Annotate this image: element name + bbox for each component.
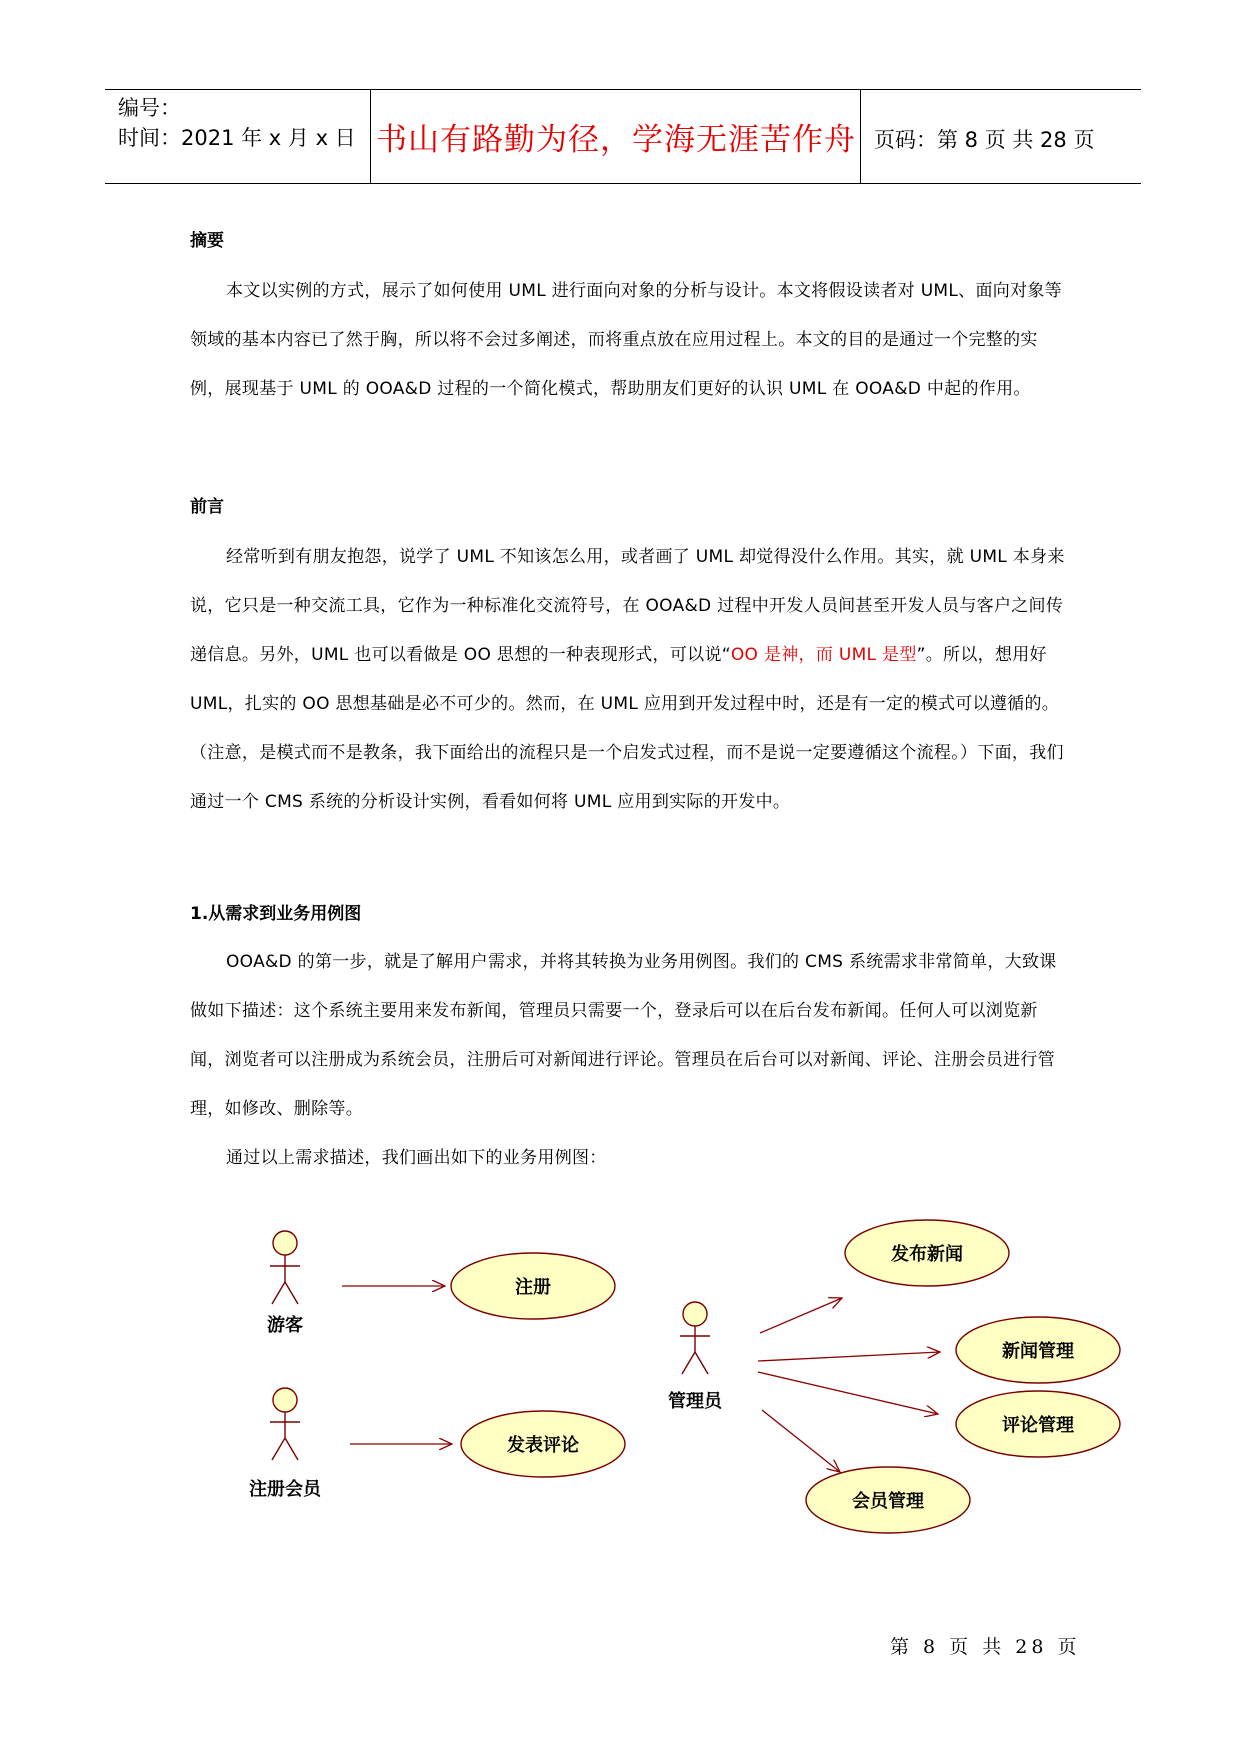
header-meta <box>118 93 356 153</box>
use-case-diagram <box>230 1218 1160 1558</box>
actor-admin-label: 管理员 <box>668 1391 722 1412</box>
usecase-comment-label: 发表评论 <box>507 1435 579 1456</box>
association-arrows <box>342 1286 940 1472</box>
doc-number-label: 编号： <box>118 96 181 120</box>
actor-admin <box>680 1302 710 1374</box>
actor-visitor-label: 游客 <box>267 1315 303 1336</box>
usecase-news-mgmt-label: 新闻管理 <box>1002 1341 1074 1362</box>
header-bottom-rule <box>105 183 1141 184</box>
header-top-rule <box>105 89 1141 90</box>
preface-text: 经常听到有朋友抱怨，说学了 UML 不知该怎么用，或者画了 UML 却觉得没什么作用。其实，就 UML 本身来说，它只是一种交流工具，它作为一种标准化交流符号，在 OOA&D 过程中开发人员间甚至开发人员与客户之间传递信息。另外，UML 也可以看做是 OO 思想的一种表现形式，可以说“ <box>190 547 1065 665</box>
preface-text: ”。所以，想用好 UML，扎实的 OO 思想基础是必不可少的。然而，在 UML 应用到开发过程中时，还是有一定的模式可以遵循的。（注意，是模式而不是教条，我下面给出的流程只是一个启发式过程，而不是说一定要遵循这个流程。）下面，我们通过一个 CMS 系统的分析设计实例，看看如何将 UML 应用到实际的开发中。 <box>190 645 1064 812</box>
abstract-heading: 摘要 <box>190 231 224 251</box>
actor-member <box>270 1388 300 1460</box>
section1-paragraph-2: 通过以上需求描述，我们画出如下的业务用例图： <box>226 1148 607 1168</box>
header-motto: 书山有路勤为径，学海无涯苦作舟 <box>376 122 856 158</box>
arrow-admin-comment-mgmt <box>758 1372 938 1414</box>
actor-visitor <box>270 1231 300 1304</box>
arrow-admin-publish <box>760 1298 842 1333</box>
abstract-paragraph: 本文以实例的方式，展示了如何使用 UML 进行面向对象的分析与设计。本文将假设读者对 UML、面向对象等领域的基本内容已了然于胸，所以将不会过多阐述，而将重点放在应用过程上。本文的目的是通过一个完整的实例，展现基于 UML 的 OOA&D 过程的一个简化模式，帮助朋友们更好的认识 UML 在 OOA&D 中起的作用。 <box>190 281 1062 399</box>
usecase-comment-mgmt-label: 评论管理 <box>1002 1415 1074 1436</box>
use-case-diagram-svg <box>230 1218 1160 1558</box>
preface-heading: 前言 <box>190 497 224 517</box>
preface-highlight: OO 是神，而 UML 是型 <box>730 645 917 665</box>
usecase-register-label: 注册 <box>515 1277 551 1298</box>
footer-page-number: 第 8 页 共 28 页 <box>890 1636 1081 1658</box>
header-page-number: 页码：第 8 页 共 28 页 <box>874 128 1095 152</box>
section1-paragraph: OOA&D 的第一步，就是了解用户需求，并将其转换为业务用例图。我们的 CMS 系统需求非常简单，大致课做如下描述：这个系统主要用来发布新闻，管理员只需要一个，登录后可以在后台发布新闻。任何人可以浏览新闻，浏览者可以注册成为系统会员，注册后可对新闻进行评论。管理员在后台可以对新闻、评论、注册会员进行管理，如修改、删除等。 <box>190 952 1057 1119</box>
document-body <box>190 220 1070 1183</box>
usecase-member-mgmt-label: 会员管理 <box>852 1491 924 1512</box>
arrow-admin-news-mgmt <box>758 1352 940 1361</box>
header-divider <box>370 89 371 183</box>
section1-heading: 1.从需求到业务用例图 <box>190 904 362 924</box>
preface-paragraph <box>190 533 1070 827</box>
header-divider <box>860 89 861 183</box>
arrow-admin-member-mgmt <box>762 1410 840 1472</box>
actor-member-label: 注册会员 <box>249 1479 321 1500</box>
doc-time-label: 时间：2021 年 x 月 x 日 <box>118 126 356 150</box>
usecase-publish-label: 发布新闻 <box>891 1244 963 1265</box>
